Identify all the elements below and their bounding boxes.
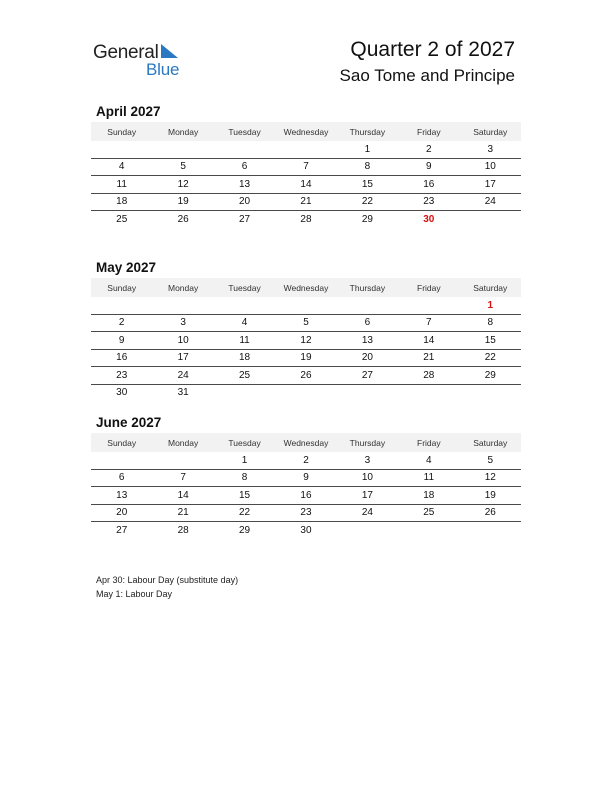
day-cell: 7 (398, 314, 459, 332)
week-row (91, 176, 521, 194)
calendar-grid (91, 122, 521, 228)
page-subtitle: Sao Tome and Principe (339, 66, 515, 85)
week-row (91, 297, 521, 314)
logo-word-general: General (93, 42, 159, 63)
holiday-day-cell: 30 (423, 213, 435, 225)
week-row (91, 141, 521, 158)
day-cell: 16 (91, 349, 152, 367)
empty-day-cell (337, 522, 398, 539)
day-cell: 18 (91, 193, 152, 211)
holiday-notes (96, 573, 238, 601)
weekday-header: Sunday (91, 433, 152, 452)
day-cell: 28 (398, 367, 459, 385)
day-cell: 29 (361, 213, 373, 225)
day-cell: 3 (152, 314, 213, 332)
day-cell: 26 (460, 504, 521, 522)
day-cell: 21 (398, 349, 459, 367)
day-cell: 19 (460, 487, 521, 505)
week-row (91, 452, 521, 469)
logo-word-blue: Blue (146, 60, 180, 79)
day-cell: 29 (238, 524, 251, 536)
day-cell: 20 (337, 349, 398, 367)
day-cell: 11 (398, 469, 459, 487)
weekday-header: Monday (152, 278, 213, 297)
week-row (91, 349, 521, 367)
day-cell: 6 (337, 314, 398, 332)
generalblue-logo (93, 40, 193, 80)
day-cell: 21 (275, 193, 336, 211)
empty-day-cell (460, 522, 521, 539)
day-cell: 21 (152, 504, 213, 522)
day-cell: 29 (460, 367, 521, 385)
weekday-header: Thursday (337, 122, 398, 141)
day-cell: 31 (177, 387, 189, 399)
holiday-note: May 1: Labour Day (96, 589, 173, 599)
day-cell: 3 (460, 141, 521, 158)
day-cell: 23 (275, 504, 336, 522)
logo-triangle-icon (159, 43, 179, 59)
day-cell: 28 (300, 213, 312, 225)
day-cell: 9 (398, 158, 459, 176)
empty-day-cell (460, 384, 521, 401)
day-cell: 11 (214, 332, 275, 350)
empty-day-cell (398, 522, 459, 539)
day-cell: 1 (214, 452, 275, 469)
weekday-header: Saturday (460, 122, 521, 141)
day-cell: 9 (91, 332, 152, 350)
day-cell: 13 (214, 176, 275, 194)
day-cell: 1 (337, 141, 398, 158)
weekday-header: Friday (398, 122, 459, 141)
empty-day-cell (91, 141, 152, 158)
day-cell: 13 (337, 332, 398, 350)
day-cell: 19 (152, 193, 213, 211)
week-row (91, 193, 521, 211)
day-cell: 26 (275, 367, 336, 385)
day-cell: 4 (214, 314, 275, 332)
empty-day-cell (460, 211, 521, 228)
day-cell: 14 (152, 487, 213, 505)
day-cell: 5 (460, 452, 521, 469)
weekday-header: Saturday (460, 433, 521, 452)
day-cell: 22 (337, 193, 398, 211)
day-cell: 2 (398, 141, 459, 158)
day-cell: 2 (91, 314, 152, 332)
day-cell: 8 (214, 469, 275, 487)
empty-day-cell (398, 297, 459, 314)
week-row (91, 332, 521, 350)
week-row (91, 314, 521, 332)
empty-day-cell (275, 384, 336, 401)
day-cell: 22 (460, 349, 521, 367)
day-cell: 14 (275, 176, 336, 194)
day-cell: 10 (152, 332, 213, 350)
empty-day-cell (337, 384, 398, 401)
weekday-header: Tuesday (214, 122, 275, 141)
empty-day-cell (152, 452, 213, 469)
empty-day-cell (152, 141, 213, 158)
empty-day-cell (275, 297, 336, 314)
week-row (91, 522, 521, 539)
weekday-header: Wednesday (275, 433, 336, 452)
weekday-header: Monday (152, 433, 213, 452)
day-cell: 8 (337, 158, 398, 176)
day-cell: 3 (337, 452, 398, 469)
holiday-note: Apr 30: Labour Day (substitute day) (96, 575, 239, 585)
day-cell: 24 (152, 367, 213, 385)
weekday-header: Friday (398, 433, 459, 452)
empty-day-cell (214, 384, 275, 401)
day-cell: 6 (91, 469, 152, 487)
day-cell: 24 (337, 504, 398, 522)
day-cell: 20 (91, 504, 152, 522)
day-cell: 7 (275, 158, 336, 176)
holiday-day-cell: 1 (460, 297, 521, 314)
day-cell: 27 (116, 524, 128, 536)
day-cell: 28 (177, 524, 189, 536)
day-cell: 16 (398, 176, 459, 194)
day-cell: 30 (116, 387, 128, 399)
empty-day-cell (398, 384, 459, 401)
day-cell: 18 (398, 487, 459, 505)
weekday-header: Sunday (91, 278, 152, 297)
day-cell: 10 (460, 158, 521, 176)
empty-day-cell (91, 452, 152, 469)
day-cell: 16 (275, 487, 336, 505)
empty-day-cell (337, 297, 398, 314)
empty-day-cell (214, 141, 275, 158)
day-cell: 5 (275, 314, 336, 332)
day-cell: 10 (337, 469, 398, 487)
day-cell: 22 (214, 504, 275, 522)
day-cell: 27 (238, 213, 251, 225)
weekday-header: Friday (398, 278, 459, 297)
day-cell: 15 (337, 176, 398, 194)
day-cell: 19 (275, 349, 336, 367)
week-row (91, 504, 521, 522)
week-row (91, 158, 521, 176)
day-cell: 17 (152, 349, 213, 367)
weekday-header: Saturday (460, 278, 521, 297)
day-cell: 26 (177, 213, 189, 225)
week-row (91, 211, 521, 228)
day-cell: 27 (337, 367, 398, 385)
day-cell: 4 (398, 452, 459, 469)
calendar-grid (91, 278, 521, 401)
day-cell: 2 (275, 452, 336, 469)
weekday-header: Tuesday (214, 278, 275, 297)
weekday-header: Wednesday (275, 122, 336, 141)
month-title: April 2027 (96, 104, 161, 119)
day-cell: 8 (460, 314, 521, 332)
calendar-grid (91, 433, 521, 539)
week-row (91, 384, 521, 401)
month-may (91, 259, 521, 401)
day-cell: 12 (152, 176, 213, 194)
day-cell: 12 (275, 332, 336, 350)
weekday-header: Monday (152, 122, 213, 141)
day-cell: 14 (398, 332, 459, 350)
day-cell: 17 (337, 487, 398, 505)
empty-day-cell (91, 297, 152, 314)
day-cell: 20 (214, 193, 275, 211)
month-title: June 2027 (96, 415, 162, 430)
week-row (91, 469, 521, 487)
week-row (91, 367, 521, 385)
weekday-header: Tuesday (214, 433, 275, 452)
weekday-header: Thursday (337, 278, 398, 297)
week-row (91, 487, 521, 505)
day-cell: 25 (214, 367, 275, 385)
day-cell: 11 (91, 176, 152, 194)
day-cell: 5 (152, 158, 213, 176)
month-june (91, 414, 521, 539)
day-cell: 15 (214, 487, 275, 505)
day-cell: 25 (398, 504, 459, 522)
empty-day-cell (152, 297, 213, 314)
day-cell: 18 (214, 349, 275, 367)
month-title: May 2027 (96, 260, 157, 275)
day-cell: 13 (91, 487, 152, 505)
weekday-header: Thursday (337, 433, 398, 452)
day-cell: 23 (91, 367, 152, 385)
page-title: Quarter 2 of 2027 (350, 38, 515, 61)
day-cell: 17 (460, 176, 521, 194)
day-cell: 4 (91, 158, 152, 176)
empty-day-cell (275, 141, 336, 158)
day-cell: 25 (116, 213, 128, 225)
day-cell: 30 (300, 524, 312, 536)
weekday-header: Wednesday (275, 278, 336, 297)
empty-day-cell (214, 297, 275, 314)
day-cell: 7 (152, 469, 213, 487)
day-cell: 9 (275, 469, 336, 487)
day-cell: 24 (460, 193, 521, 211)
day-cell: 23 (398, 193, 459, 211)
day-cell: 15 (460, 332, 521, 350)
month-april (91, 103, 521, 228)
day-cell: 6 (214, 158, 275, 176)
day-cell: 12 (460, 469, 521, 487)
weekday-header: Sunday (91, 122, 152, 141)
